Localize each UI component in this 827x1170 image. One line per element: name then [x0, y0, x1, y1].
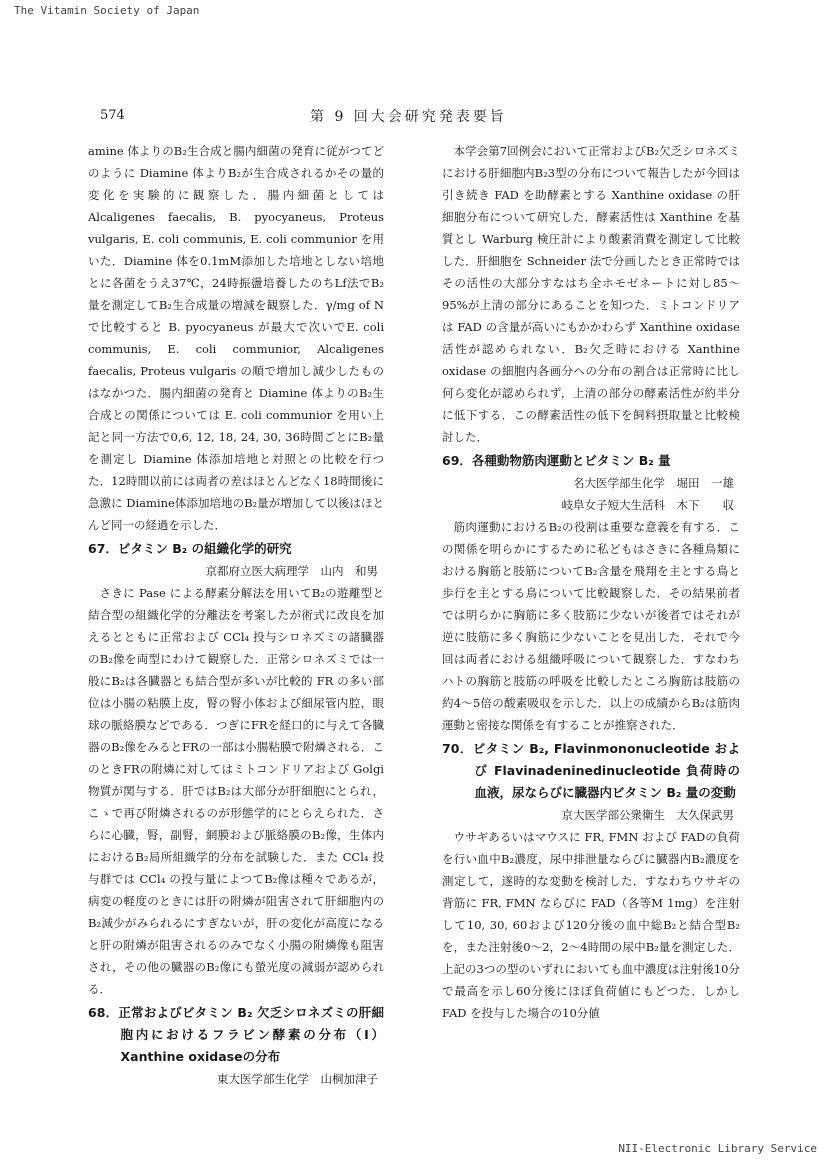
- intro-paragraph: amine 体よりのB₂生合成と腸内細菌の発育に従がつてどのように Diamine 体よりB₂が生合成されるかその量的変化を実験的に観察した．腸内細菌としては Alcaligenes faecalis, B. pyocyaneus, Proteus vulgaris, E. coli communis, E. coli communior を用いた．Diamine 体を0.1mM添加した培地としない培地とに各菌をうえ37℃，24時振盪培養したのちLf法でB₂量を測定してB₂生合成量の増減を観察した．γ/mg of N で比較すると B. pyocyaneus が最大で次いでE. coli communis, E. coli communior, Alcaligenes faecalis, Proteus vulgaris の順で増加し減少したものはなかつた．腸内細菌の発育と Diamine 体よりのB₂生合成との関係については E. coli communior を用い上記と同一方法で0,6, 12, 18, 24, 30, 36時間ごとにB₂量を測定し Diamine 体添加培地と対照との比較を行つた．12時間以前には両者の差はほとんどなく18時間後に急激に Diamine体添加培地のB₂量が増加して以後はほとんど同一の経過を示した．: [88, 144, 384, 532]
- footer-service: NII-Electronic Library Service: [618, 1142, 817, 1155]
- section-70-heading: 70．ビタミン B₂, Flavinmononucleotide および Flavinadeninedinucleotide 負荷時の血液，尿ならびに臓器内ビタミン B₂ 量の変動: [442, 741, 740, 800]
- section-69-heading: 69．各種動物筋肉運動とビタミン B₂ 量: [442, 453, 671, 468]
- section-68-body: 本学会第7回例会において正常およびB₂欠乏シロネズミにおける肝細胞内B₂3型の分布について報告したが今回は引き続き FAD を助酵素とする Xanthine oxidase の肝細胞分布について研究した．酵素活性は Xanthine を基質とし Warburg 検圧計により酸素消費を測定して比較した．肝細胞を Schneider 法で分画したとき正常時ではその活性の大部分すなはち全ホモゼネートに対し85～95%が上清の部分にあることを知つた．ミトコンドリアは FAD の含量が高いにもかかわらず Xanthine oxidase 活性が認められない．B₂欠乏時における Xanthine oxidase の細胞内各画分への分布の割合は正常時に比し何ら変化が認められず，上清の部分の酵素活性が約半分に低下する．この酵素活性の低下を飼料摂取量と比較検討した．: [442, 144, 740, 444]
- section-69-body: 筋肉運動におけるB₂の役割は重要な意義を有する．この関係を明らかにするために私どもはさきに各種鳥類における胸筋と肢筋についてB₂含量を飛翔を主とする鳥と歩行を主とする鳥について比較観察した．その結果前者では明らかに胸筋に多く肢筋に少ないが後者ではそれが逆に肢筋に多く胸筋に少ないことを見出した．それで今回は両者における組織呼吸について観察した．すなわちハトの胸筋と肢筋の呼吸を比較したところ胸筋は肢筋の約4～5倍の酸素吸収を示した．以上の成績からB₂は筋肉運動と密接な関係を有することが推察された．: [442, 520, 740, 732]
- section-68-heading: 68．正常およびビタミン B₂ 欠乏シロネズミの肝細胞内におけるフラビン酵素の分布（Ⅰ）Xanthine oxidaseの分布: [88, 1005, 384, 1064]
- section-69-author-1: 名大医学部生化学 堀田 一雄: [573, 476, 734, 490]
- page-number: 574: [100, 108, 125, 123]
- section-67-author: 京都府立医大病理学 山内 和男: [205, 564, 378, 578]
- society-header: The Vitamin Society of Japan: [14, 4, 200, 17]
- section-70-author: 京大医学部公衆衛生 大久保武男: [561, 808, 734, 822]
- section-67-heading: 67．ビタミン B₂ の組織化学的研究: [88, 541, 292, 556]
- right-column: [442, 140, 740, 1024]
- section-69-author-2: 岐阜女子短大生活科 木下 収: [561, 498, 734, 512]
- section-68-author: 東大医学部生化学 山桐加津子: [217, 1072, 378, 1086]
- left-column: [88, 140, 384, 1090]
- section-67-body: さきに Pase による酵素分解法を用いてB₂の遊離型と結合型の組織化学的分離法を考案したが術式に改良を加えるとともに正常および CCl₄ 投与シロネズミの諸臓器のB₂像を両型にわけて観察した．正常シロネズミでは一般にB₂は各臓器とも結合型が多いが比較的 FR の多い部位は小腸の粘膜上皮，腎の腎小体および細尿管内腔，眼球の脈絡膜などである．つぎにFRを経口的に与えて各臓器のB₂像をみるとFRの一部は小腸粘膜で附燐される．このときFRの附燐に対してはミトコンドリアおよび Golgi 物質が関与する．肝ではB₂は大部分が肝細胞にとられ，こゝで再び附燐されるのが形態学的にとらえられた．さらに心臓，腎，副腎，網膜および脈絡膜のB₂像，生体内におけるB₂局所組織学的分布を試験した．また CCl₄ 投与群では CCl₄ の投与量によつてB₂像は種々であるが，病変の軽度のときには肝の附燐が阻害されて肝細胞内のB₂減少がみられるにすぎないが，肝の変化が高度になると肝の附燐が阻害されるのみでなく小腸の附燐像も阻害され，その他の臓器のB₂像にも螢光度の減弱が認められる．: [88, 586, 384, 996]
- running-title: 第 9 回大会研究発表要旨: [310, 109, 507, 125]
- section-70-body: ウサギあるいはマウスに FR, FMN および FADの負荷を行い血中B₂濃度，尿中排泄量ならびに臓器内B₂濃度を測定して，遂時的な変動を検討した．すなわちウサギの背筋に FR, FMN ならびに FAD（各等M 1mg）を注射して10, 30, 60および120分後の血中総B₂と結合型B₂を，また注射後0～2，2～4時間の尿中B₂量を測定した．上記の3つの型のいずれにおいても血中濃度は注射後10分で最高を示し60分後にほぼ負荷値にもどつた．しかし FAD を投与した場合の10分値: [442, 830, 740, 1020]
